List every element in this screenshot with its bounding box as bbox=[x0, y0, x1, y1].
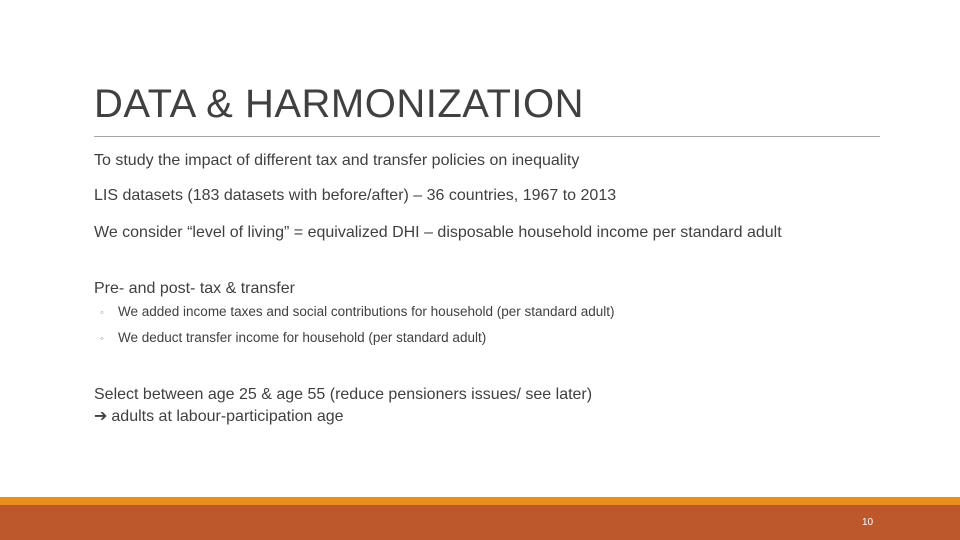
bullet-lis-datasets: LIS datasets (183 datasets with before/after) – 36 countries, 1967 to 2013 bbox=[94, 187, 617, 204]
slide-title: DATA & HARMONIZATION bbox=[94, 82, 585, 126]
sub-bullet-text: We deduct transfer income for household (per standard adult) bbox=[118, 330, 487, 345]
conclusion-line bbox=[94, 405, 854, 427]
bullet-age-selection bbox=[94, 384, 854, 427]
conclusion-text: adults at labour-participation age bbox=[111, 408, 344, 425]
sub-bullet-added-taxes bbox=[100, 303, 615, 322]
arrow-right-icon: ➔ bbox=[94, 406, 108, 425]
bullet-level-of-living: We consider “level of living” = equivalized DHI – disposable household income per standard adult bbox=[94, 224, 782, 241]
age-selection-line: Select between age 25 & age 55 (reduce pensioners issues/ see later) bbox=[94, 386, 593, 403]
title-divider bbox=[94, 136, 880, 137]
sub-bullet-text: We added income taxes and social contributions for household (per standard adult) bbox=[118, 304, 615, 319]
footer-accent-stripe bbox=[0, 497, 960, 505]
slide-page-number: 10 bbox=[862, 517, 874, 528]
sub-bullet-marker: ◦ bbox=[100, 307, 104, 319]
sub-bullet-deduct-transfer bbox=[100, 329, 486, 348]
bullet-study-impact: To study the impact of different tax and transfer policies on inequality bbox=[94, 152, 580, 169]
bullet-pre-post-tax: Pre- and post- tax & transfer bbox=[94, 280, 295, 297]
footer-bar bbox=[0, 505, 960, 540]
sub-bullet-marker: ◦ bbox=[100, 333, 104, 345]
